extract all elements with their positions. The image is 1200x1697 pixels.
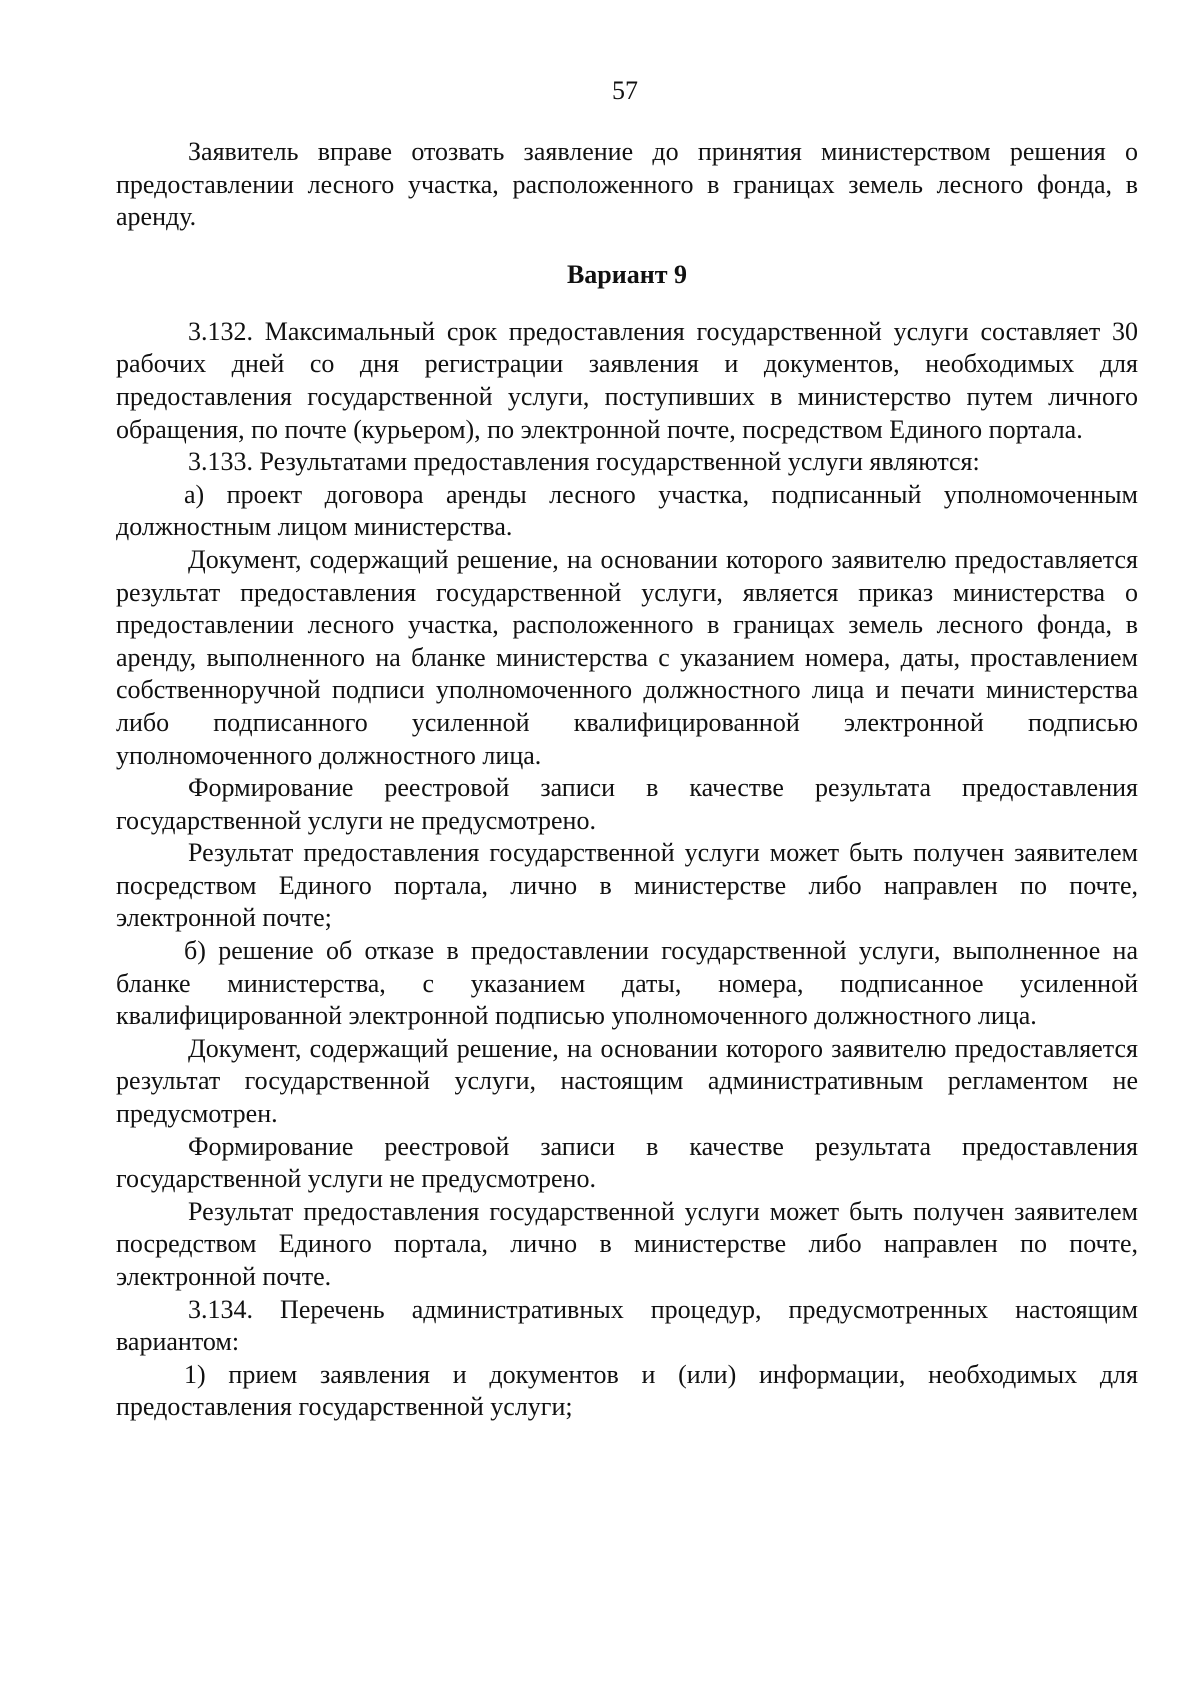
paragraph: Формирование реестровой записи в качестве результата предоставления государственной услуги не предусмотрено.	[116, 773, 1138, 835]
paragraph: Результат предоставления государственной услуги может быть получен заявителем посредством Единого портала, лично в министерстве либо направлен по почте, электронной почте.	[116, 1196, 1138, 1291]
paragraph: 3.134. Перечень административных процедур, предусмотренных настоящим вариантом:	[116, 1294, 1138, 1357]
list-item: а) проект договора аренды лесного участка, подписанный уполномоченным должностным лицом министерства.	[116, 479, 1138, 542]
list-item: 1) прием заявления и документов и (или) информации, необходимых для предоставления государственной услуги;	[116, 1359, 1138, 1422]
paragraph: Документ, содержащий решение, на основании которого заявителю предоставляется результат государственной услуги, настоящим административным регламентом не предусмотрен.	[116, 1033, 1138, 1129]
section-heading: Вариант 9	[566, 259, 688, 289]
document-body	[116, 136, 1138, 1424]
paragraph: 3.133. Результатами предоставления государственной услуги являются:	[188, 447, 980, 477]
page-number: 57	[612, 76, 638, 105]
paragraph: Результат предоставления государственной услуги может быть получен заявителем посредством Единого портала, лично в министерстве либо направлен по почте, электронной почте;	[116, 838, 1138, 933]
paragraph: Документ, содержащий решение, на основании которого заявителю предоставляется результат предоставления государственной услуги, является приказ министерства о предоставлении лесного участка, расположенного в границах земель лесного фонда, в аренду, выполненного на бланке министерства с указанием номера, даты, проставлением собственноручной подписи уполномоченного должностного лица и печати министерства либо подписанного усиленной квалифицированной электронной подписью уполномоченного должностного лица.	[116, 544, 1138, 770]
paragraph: Формирование реестровой записи в качестве результата предоставления государственной услуги не предусмотрено.	[116, 1131, 1138, 1194]
paragraph: Заявитель вправе отозвать заявление до принятия министерством решения о предоставлении лесного участка, расположенного в границах земель лесного фонда, в аренду.	[116, 137, 1138, 232]
paragraph: 3.132. Максимальный срок предоставления государственной услуги составляет 30 рабочих дней со дня регистрации заявления и документов, необходимых для предоставления государственной услуги, поступивших в министерство путем личного обращения, по почте (курьером), по электронной почте, посредством Единого портала.	[116, 316, 1138, 444]
list-item: б) решение об отказе в предоставлении государственной услуги, выполненное на бланке министерства, с указанием даты, номера, подписанное усиленной квалифицированной электронной подписью уполномоченного должностного лица.	[116, 936, 1138, 1031]
